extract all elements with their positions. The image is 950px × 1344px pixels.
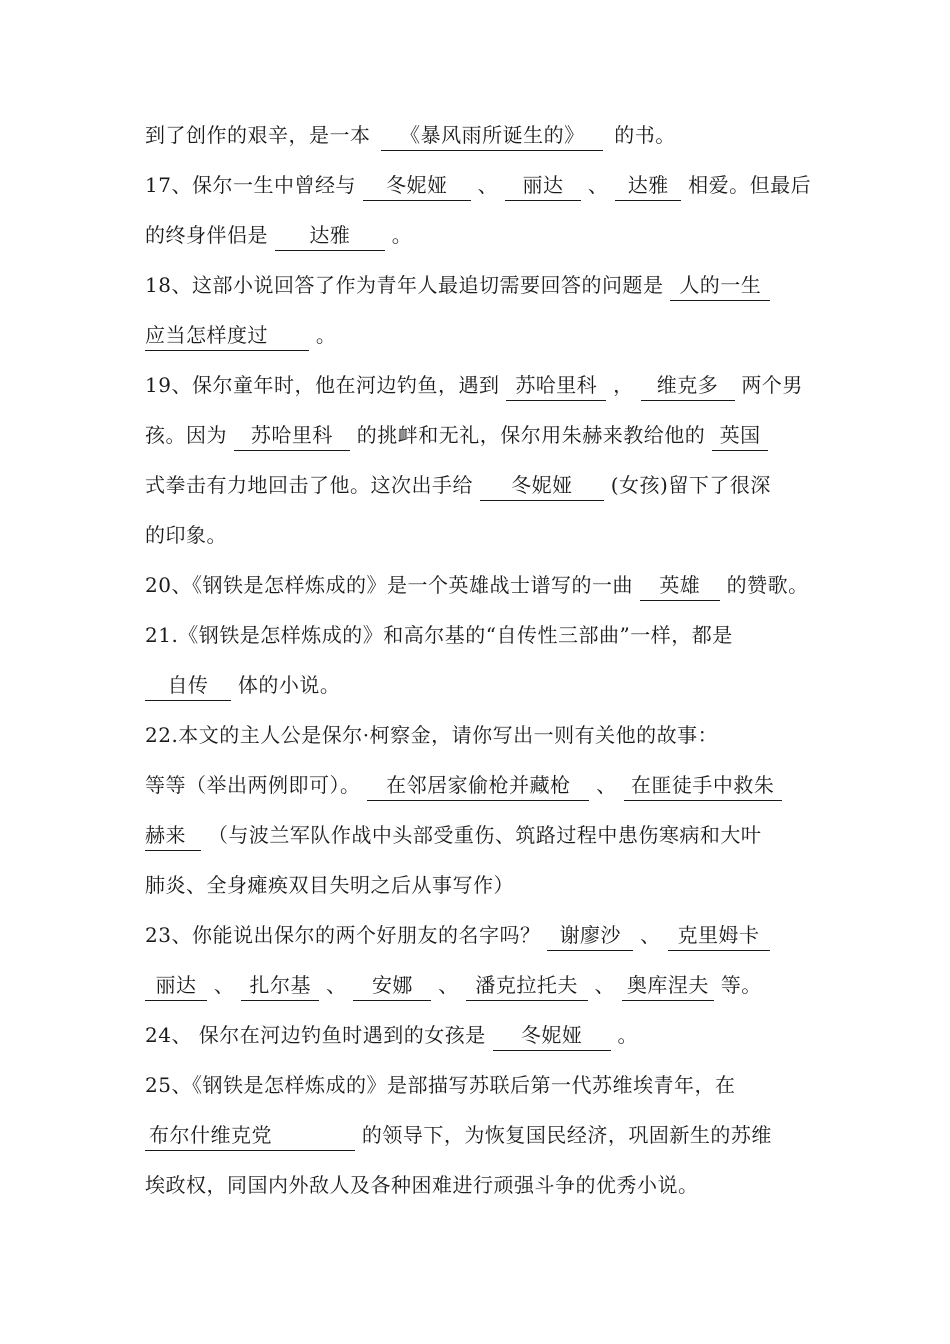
text-line [145,317,825,353]
answer-blank: 扎尔基 [241,970,319,1001]
text-segment: ， [613,373,634,397]
text-segment: 21.《钢铁是怎样炼成的》和高尔基的“自传性三部曲”一样，都是 [145,623,733,647]
text-line [145,767,825,803]
answer-blank: 苏哈里科 [234,420,350,451]
text-segment: 、 [477,173,499,197]
text-segment: 的印象。 [145,523,227,547]
answer-blank: 在匪徒手中救朱 [624,770,782,801]
text-line [145,1117,825,1153]
question-19 [145,367,825,403]
text-segment: 相爱。但最后 [688,173,812,197]
text-line [145,467,825,503]
text-segment: 到了创作的艰辛，是一本 [145,123,371,147]
text-segment: 24、 保尔在河边钓鱼时遇到的女孩是 [145,1023,486,1047]
text-segment: 。 [315,323,337,347]
answer-blank: 人的一生 [670,270,770,301]
text-segment: 17、保尔一生中曾经与 [145,173,356,197]
text-segment: (女孩)留下了很深 [610,473,771,497]
answer-blank: 冬妮娅 [363,170,471,201]
answer-blank: 克里姆卡 [668,920,770,951]
text-line [145,517,825,553]
text-segment: 的终身伴侣是 [145,223,268,247]
answer-blank: 维克多 [641,370,735,401]
answer-blank: 自传 [145,670,231,701]
text-line [145,417,825,453]
text-line [145,817,825,853]
text-segment: （与波兰军队作战中头部受重伤、筑路过程中患伤寒病和大叶 [207,823,762,847]
answer-blank: 达雅 [275,220,385,251]
question-18 [145,267,825,303]
answer-blank: 布尔什维克党 [145,1120,355,1151]
text-line [145,1167,825,1203]
question-20 [145,567,825,603]
answer-blank: 谢廖沙 [547,920,633,951]
answer-blank: 《暴风雨所诞生的》 [381,120,603,151]
answer-blank: 丽达 [505,170,581,201]
text-segment: 20、《钢铁是怎样炼成的》是一个英雄战士谱写的一曲 [145,573,633,597]
text-segment: 、 [438,973,459,997]
text-segment: 体的小说。 [237,673,341,697]
answer-blank: 冬妮娅 [493,1020,611,1051]
text-segment: 22.本文的主人公是保尔·柯察金，请你写出一则有关他的故事： [145,723,719,747]
answer-blank: 冬妮娅 [480,470,604,501]
text-segment: 23、你能说出保尔的两个好朋友的名字吗？ [145,923,541,947]
text-segment: 、 [640,923,661,947]
text-line [145,667,825,703]
text-segment: 肺炎、全身瘫痪双目失明之后从事写作） [145,873,514,897]
answer-blank: 安娜 [353,970,431,1001]
text-segment: 。 [391,223,413,247]
text-segment: 等。 [720,973,762,997]
text-segment: 19、保尔童年时，他在河边钓鱼，遇到 [145,373,500,397]
text-segment: 18、这部小说回答了作为青年人最追切需要回答的问题是 [145,273,664,297]
text-segment: 的书。 [614,123,676,147]
answer-blank: 奥库涅夫 [622,970,714,1001]
text-segment: 的挑衅和无礼，保尔用朱赫来教给他的 [356,423,706,447]
text-segment: 。 [617,1023,639,1047]
answer-blank: 英雄 [640,570,720,601]
question-23 [145,917,825,953]
answer-blank: 苏哈里科 [506,370,606,401]
text-segment: 、 [326,973,347,997]
text-segment: 、 [587,173,609,197]
text-segment: 、 [594,973,616,997]
answer-blank: 丽达 [145,970,207,1001]
text-line [145,217,825,253]
text-segment: 的领导下，为恢复国民经济，巩固新生的苏维 [361,1123,772,1147]
text-segment: 孩。因为 [145,423,227,447]
question-22 [145,717,825,753]
text-segment: 埃政权，同国内外敌人及各种困难进行顽强斗争的优秀小说。 [145,1173,699,1197]
question-25 [145,1067,825,1103]
text-line [145,867,825,903]
text-segment: 两个男 [741,373,803,397]
question-17 [145,167,825,203]
text-line [145,967,825,1003]
answer-blank: 潘克拉托夫 [466,970,588,1001]
answer-blank: 赫来 [145,820,201,851]
text-line [145,117,825,153]
text-segment: 式拳击有力地回击了他。这次出手给 [145,473,473,497]
answer-blank: 在邻居家偷枪并藏枪 [367,770,589,801]
question-24 [145,1017,825,1053]
text-segment: 25、《钢铁是怎样炼成的》是部描写苏联后第一代苏维埃青年，在 [145,1073,736,1097]
answer-blank: 英国 [712,420,768,451]
text-segment: 的赞歌。 [726,573,809,597]
text-segment: 、 [213,973,235,997]
text-segment: 、 [596,773,617,797]
answer-blank: 达雅 [615,170,681,201]
question-21 [145,617,825,653]
answer-blank: 应当怎样度过 [145,320,309,351]
text-segment: 等等（举出两例即可）。 [145,773,361,797]
